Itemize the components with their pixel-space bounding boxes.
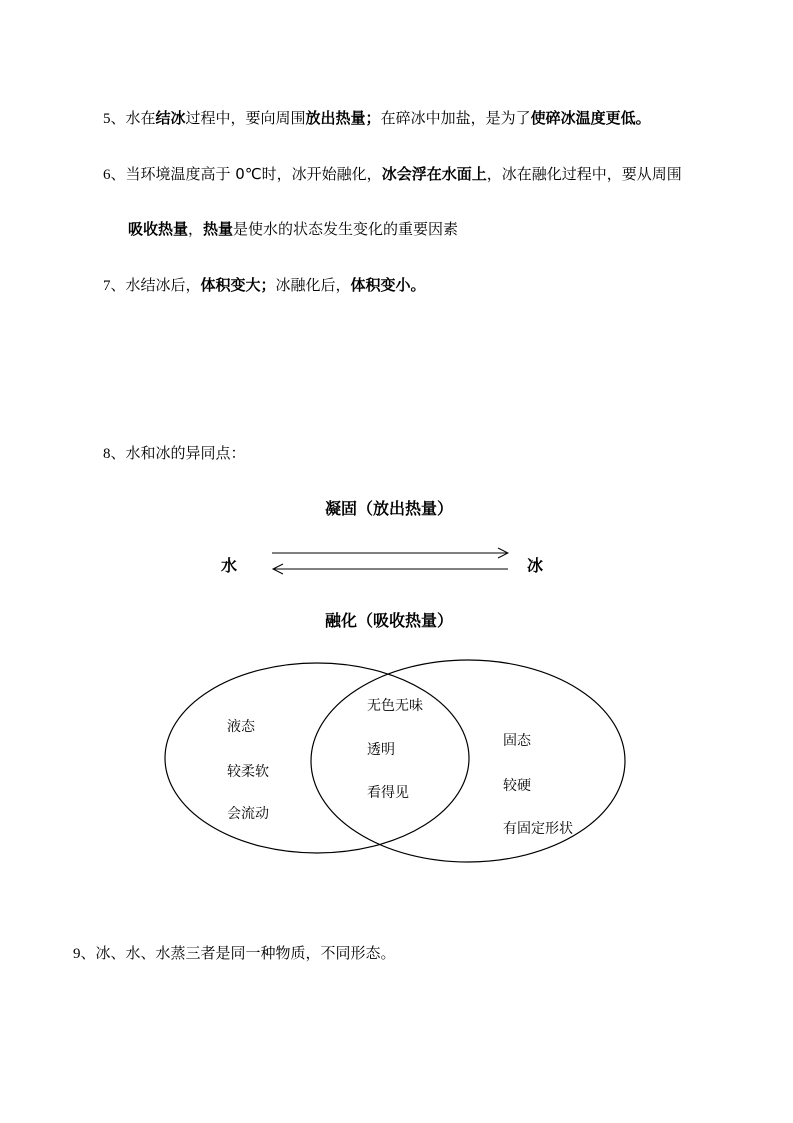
freezing-label: 凝固（放出热量） (325, 499, 454, 518)
item-number: 7 (103, 278, 111, 294)
text-segment: 在碎冰中加盐，是为了 (380, 109, 531, 127)
text-segment: 、水在 (110, 109, 156, 127)
emphasized-text: 结冰 (155, 109, 186, 127)
water-property: 较柔软 (227, 764, 269, 780)
text-segment: 0℃ (235, 165, 262, 183)
text-segment: 冰融化后， (275, 276, 351, 294)
emphasized-text: 使碎冰温度更低。 (530, 109, 651, 127)
text-segment: 、当环境温度高于 (110, 165, 236, 183)
text-segment: 、水结冰后， (110, 276, 201, 294)
item-6-continued (128, 219, 458, 239)
emphasized-text: 放出热量； (305, 109, 381, 127)
ice-ellipse (311, 660, 625, 862)
conversion-arrows (268, 545, 513, 575)
text-segment: 时，冰开始融化， (261, 165, 382, 183)
item-number: 5 (103, 111, 111, 127)
water-ellipse (165, 663, 469, 853)
right-arrow (272, 548, 508, 558)
item-7 (103, 275, 426, 296)
text-segment: ， (188, 220, 204, 238)
item-9 (73, 943, 396, 964)
item-text: 、冰、水、水蒸三者是同一种物质，不同形态。 (80, 944, 396, 962)
text-segment: 过程中，要向周围 (185, 109, 306, 127)
shared-property: 透明 (367, 742, 395, 758)
emphasized-text: 吸收热量 (128, 220, 189, 238)
item-text: 、水和冰的异同点： (110, 444, 246, 462)
emphasized-text: 体积变大； (200, 276, 276, 294)
ice-word: 冰 (527, 556, 544, 575)
item-number: 8 (103, 446, 111, 462)
water-property: 液态 (227, 719, 255, 735)
item-5 (103, 108, 651, 129)
emphasized-text: 热量 (203, 220, 234, 238)
item-number: 9 (73, 946, 81, 962)
water-property: 会流动 (227, 806, 269, 822)
ice-property: 较硬 (503, 778, 531, 794)
ice-property: 固态 (503, 733, 531, 749)
melting-label: 融化（吸收热量） (325, 611, 454, 630)
item-6 (103, 164, 682, 185)
emphasized-text: 体积变小。 (350, 276, 426, 294)
item-8 (103, 443, 246, 464)
water-word: 水 (221, 556, 238, 575)
ice-property: 有固定形状 (503, 821, 573, 837)
text-segment: 是使水的状态发生变化的重要因素 (233, 220, 459, 238)
shared-property: 看得见 (367, 785, 409, 801)
text-segment: ，冰在融化过程中，要从周围 (486, 165, 682, 183)
left-arrow (273, 564, 508, 574)
shared-property: 无色无味 (367, 698, 423, 714)
emphasized-text: 冰会浮在水面上 (381, 165, 487, 183)
item-number: 6 (103, 167, 111, 183)
